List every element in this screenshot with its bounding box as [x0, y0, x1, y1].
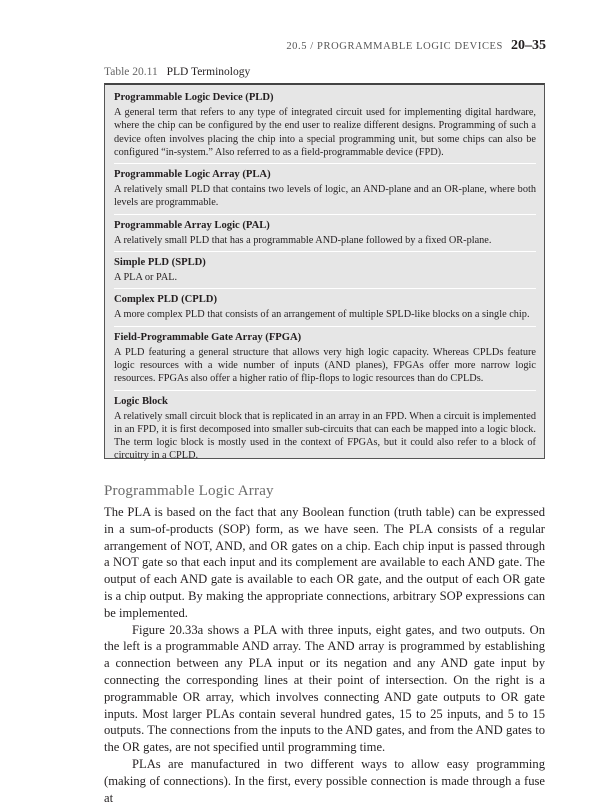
terminology-table	[104, 83, 545, 462]
table-title: PLD Terminology	[166, 66, 251, 78]
table-definition: A general term that refers to any type of integrated circuit used for implementing digital hardware, where the chip can be configured by the end user to realize different designs. Programming of such a device often involves placing the chip into a special programming unit, but some chips can also be configured “in-system.” Also referred to as a field-programmable device (FPD).	[114, 106, 536, 164]
table-definition: A more complex PLD that consists of an arrangement of multiple SPLD-like blocks on a single chip.	[114, 308, 536, 326]
table-term: Programmable Logic Array (PLA)	[114, 169, 271, 181]
table-term: Simple PLD (SPLD)	[114, 257, 206, 269]
table-term: Programmable Logic Device (PLD)	[114, 92, 274, 103]
table-definition: A relatively small circuit block that is replicated in an array in an FPD. When a circuit is implemented in an FPD, it is first decomposed into smaller sub-circuits that can each be mapped into a logic block. The term logic block is mostly used in the context of FPGAs, but it could also refer to a block of circuitry in a CPLD.	[114, 410, 536, 462]
table-entry	[114, 331, 536, 391]
paragraph: The PLA is based on the fact that any Boolean function (truth table) can be expressed in a sum-of-products (SOP) form, as we have seen. The PLA consists of a regular arrangement of NOT, AND, and OR gates on a chip. Each chip input is passed through a NOT gate so that each input and its complement are available to each AND gate. The output of each AND gate is available to each OR gate, and the output of each OR gate is a chip output. By making the appropriate connections, arbitrary SOP expressions can be implemented.	[104, 505, 545, 620]
table-term: Programmable Array Logic (PAL)	[114, 219, 270, 231]
section-heading: Programmable Logic Array	[104, 483, 274, 499]
running-title: 20.5 / PROGRAMMABLE LOGIC DEVICES	[286, 41, 503, 52]
table-term: Complex PLD (CPLD)	[114, 294, 217, 306]
page-number: 20–35	[511, 38, 546, 53]
table-definition: A relatively small PLD that contains two levels of logic, an AND-plane and an OR-plane, where both levels are programmable.	[114, 183, 536, 215]
table-entry	[114, 293, 536, 326]
table-term: Logic Block	[114, 395, 168, 407]
table-definition: A PLA or PAL.	[114, 271, 536, 289]
paragraph: PLAs are manufactured in two different ways to allow easy programming (making of connections). In the first, every possible connection is made through a fuse at	[104, 756, 545, 805]
paragraph: Figure 20.33a shows a PLA with three inputs, eight gates, and two outputs. On the left is a programmable AND array. The AND array is programmed by establishing a connection between any PLA input or its negation and any AND gate input by connecting the corresponding lines at their point of intersection. On the right is a programmable OR array, which involves connecting AND gate outputs to OR gate inputs. Most larger PLAs contain several hundred gates, 15 to 25 inputs, and 5 to 15 outputs. The connections from the inputs to the AND gates, and from the AND gates to the OR gates, are not specified until programming time.	[104, 622, 545, 755]
table-entry	[114, 256, 536, 289]
table-definition: A relatively small PLD that has a programmable AND-plane followed by a fixed OR-plane.	[114, 234, 536, 252]
table-entry	[114, 219, 536, 252]
table-entry	[114, 168, 536, 215]
table-entry	[114, 91, 536, 164]
table-definition: A PLD featuring a general structure that allows very high logic capacity. Whereas CPLDs feature logic resources with a wide number of inputs (AND planes), FPGAs offer more narrow logic resources. FPGAs also offer a higher ratio of flip-flops to logic resources than do CPLDs.	[114, 346, 536, 391]
table-entry	[114, 395, 536, 467]
running-header	[100, 38, 546, 54]
table-label: Table 20.11	[104, 66, 158, 78]
table-caption	[104, 66, 250, 78]
section-body	[104, 504, 545, 806]
table-term: Field-Programmable Gate Array (FPGA)	[114, 331, 302, 343]
